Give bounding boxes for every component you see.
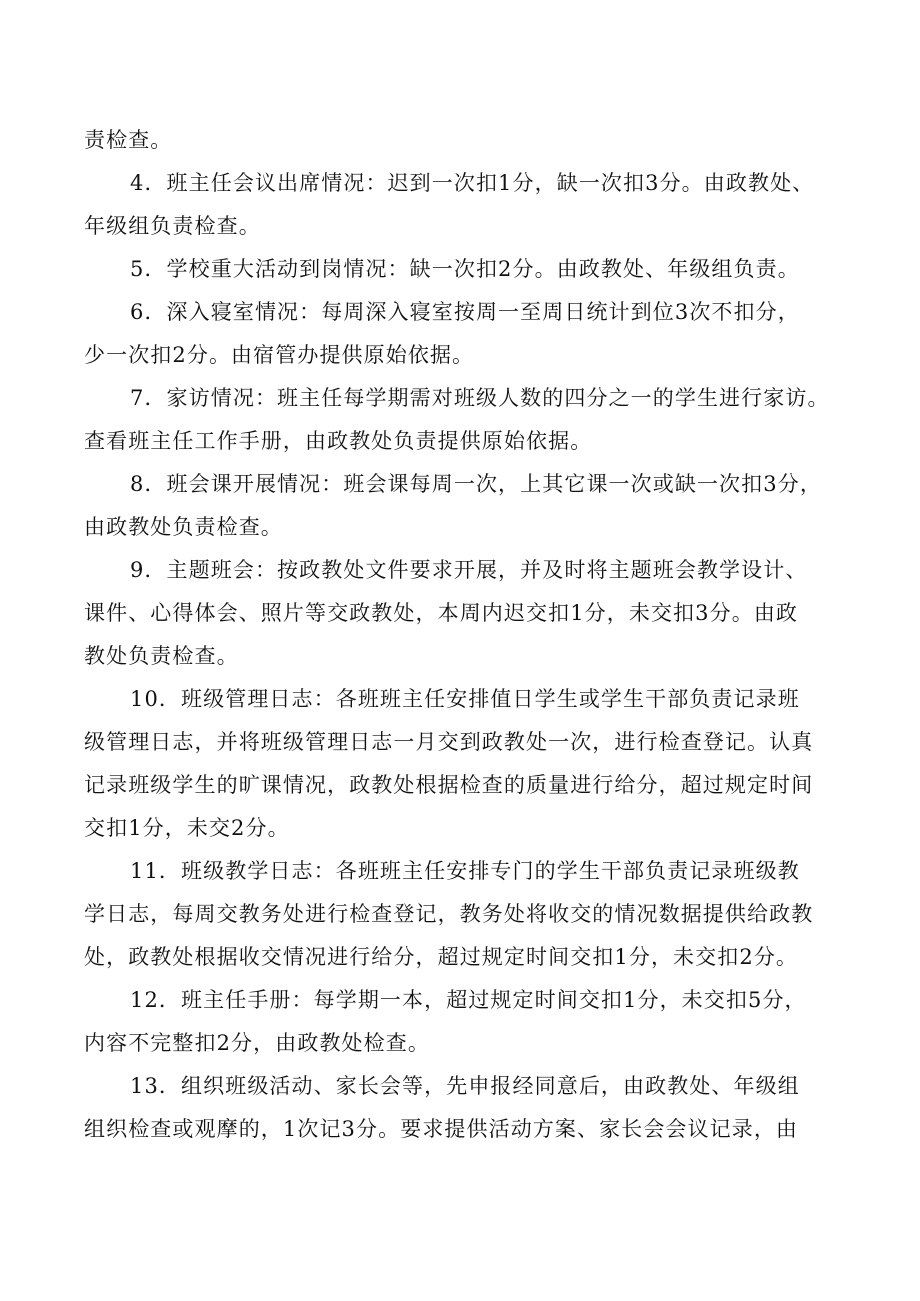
- text-line: 组织检查或观摩的，1次记3分。要求提供活动方案、家长会会议记录，由: [84, 1117, 799, 1141]
- text-line: 13．组织班级活动、家长会等，先申报经同意后，由政教处、年级组: [130, 1074, 800, 1098]
- text-line: 11．班级教学日志：各班班主任安排专门的学生干部负责记录班级教: [130, 859, 800, 883]
- text-line: 学日志，每周交教务处进行检查登记，教务处将收交的情况数据提供给政教: [84, 902, 814, 926]
- text-line: 由政教处负责检查。: [84, 515, 283, 539]
- text-line: 少一次扣2分。由宿管办提供原始依据。: [84, 343, 475, 367]
- document-body: [84, 119, 844, 1151]
- text-line: 记录班级学生的旷课情况，政教处根据检查的质量进行给分，超过规定时间: [84, 773, 814, 797]
- text-line: 10．班级管理日志：各班班主任安排值日学生或学生干部负责记录班: [130, 687, 800, 711]
- text-line: 9．主题班会：按政教处文件要求开展，并及时将主题班会教学设计、: [130, 558, 808, 582]
- text-line: 8．班会课开展情况：班会课每周一次，上其它课一次或缺一次扣3分，: [130, 472, 822, 496]
- paragraph-item-9: [84, 549, 844, 678]
- paragraph-continuation: [84, 119, 844, 162]
- paragraph-item-10: [84, 678, 844, 850]
- text-line: 课件、心得体会、照片等交政教处，本周内迟交扣1分，未交扣3分。由政: [84, 601, 799, 625]
- text-line: 查看班主任工作手册，由政教处负责提供原始依据。: [84, 429, 593, 453]
- paragraph-item-12: [84, 979, 844, 1065]
- text-line: 教处负责检查。: [84, 644, 239, 668]
- paragraph-item-11: [84, 850, 844, 979]
- paragraph-item-5: [84, 248, 844, 291]
- text-line: 7．家访情况：班主任每学期需对班级人数的四分之一的学生进行家访。: [130, 386, 830, 410]
- paragraph-item-6: [84, 291, 844, 377]
- paragraph-item-13: [84, 1065, 844, 1151]
- paragraph-item-8: [84, 463, 844, 549]
- text-line: 6．深入寝室情况：每周深入寝室按周一至周日统计到位3次不扣分，: [130, 300, 800, 324]
- text-line: 交扣1分，未交2分。: [84, 816, 290, 840]
- text-line: 责检查。: [84, 128, 173, 152]
- text-line: 4．班主任会议出席情况：迟到一次扣1分，缺一次扣3分。由政教处、: [130, 171, 815, 195]
- text-line: 处，政教处根据收交情况进行给分，超过规定时间交扣1分，未交扣2分。: [84, 945, 799, 969]
- text-line: 级管理日志，并将班级管理日志一月交到政教处一次，进行检查登记。认真: [84, 730, 814, 754]
- text-line: 年级组负责检查。: [84, 214, 261, 238]
- text-line: 内容不完整扣2分，由政教处检查。: [84, 1031, 430, 1055]
- paragraph-item-7: [84, 377, 844, 463]
- paragraph-item-4: [84, 162, 844, 248]
- text-line: 5．学校重大活动到岗情况：缺一次扣2分。由政教处、年级组负责。: [130, 257, 800, 281]
- text-line: 12．班主任手册：每学期一本，超过规定时间交扣1分，未交扣5分，: [130, 988, 807, 1012]
